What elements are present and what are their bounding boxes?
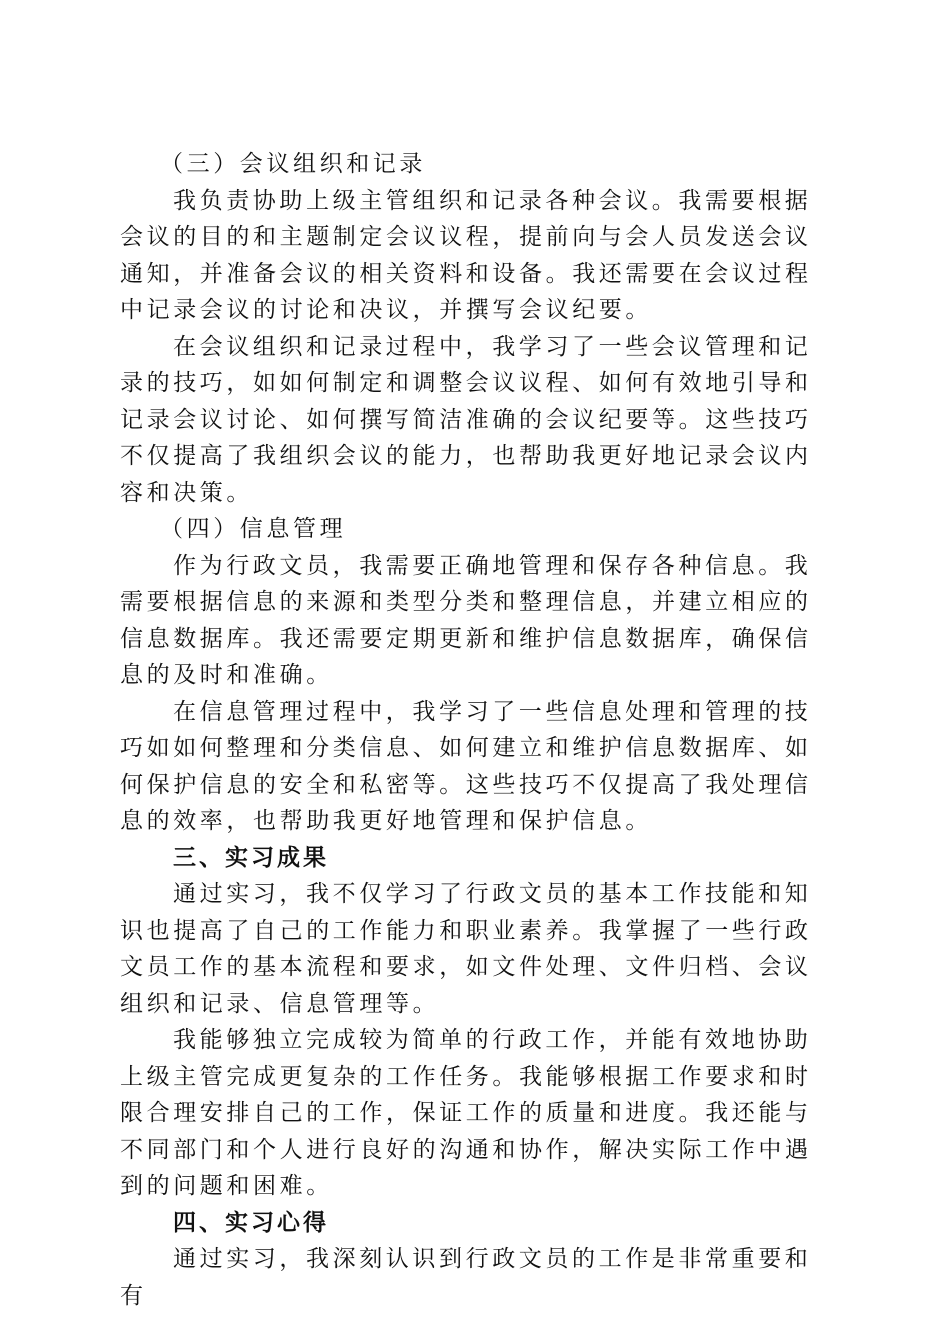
paragraph-reflections-start: 通过实习，我深刻认识到行政文员的工作是非常重要和有	[120, 1246, 812, 1309]
document-body	[120, 146, 824, 1314]
section-heading-information: （四）信息管理	[160, 516, 347, 542]
paragraph-results-skills: 通过实习，我不仅学习了行政文员的基本工作技能和知识也提高了自己的工作能力和职业素养。我掌握了一些行政文员工作的基本流程和要求，如文件处理、文件归档、会议组织和记录、信息管理等。	[120, 881, 812, 1017]
heading-internship-reflections: 四、实习心得	[173, 1209, 329, 1236]
paragraph-information-duties: 作为行政文员，我需要正确地管理和保存各种信息。我需要根据信息的来源和类型分类和整理信息，并建立相应的信息数据库。我还需要定期更新和维护信息数据库，确保信息的及时和准确。	[120, 552, 812, 688]
paragraph-results-abilities: 我能够独立完成较为简单的行政工作，并能有效地协助上级主管完成更复杂的工作任务。我能够根据工作要求和时限合理安排自己的工作，保证工作的质量和进度。我还能与不同部门和个人进行良好的沟通和协作，解决实际工作中遇到的问题和困难。	[120, 1027, 812, 1199]
paragraph-meeting-skills: 在会议组织和记录过程中，我学习了一些会议管理和记录的技巧，如如何制定和调整会议议程、如何有效地引导和记录会议讨论、如何撰写简洁准确的会议纪要等。这些技巧不仅提高了我组织会议的能力，也帮助我更好地记录会议内容和决策。	[120, 333, 812, 506]
paragraph-information-skills: 在信息管理过程中，我学习了一些信息处理和管理的技巧如如何整理和分类信息、如何建立和维护信息数据库、如何保护信息的安全和私密等。这些技巧不仅提高了我处理信息的效率，也帮助我更好地管理和保护信息。	[120, 698, 812, 834]
section-heading-meeting: （三）会议组织和记录	[160, 151, 426, 177]
paragraph-meeting-duties: 我负责协助上级主管组织和记录各种会议。我需要根据会议的目的和主题制定会议议程，提前向与会人员发送会议通知，并准备会议的相关资料和设备。我还需要在会议过程中记录会议的讨论和决议，并撰写会议纪要。	[120, 187, 812, 323]
heading-internship-results: 三、实习成果	[173, 844, 329, 871]
